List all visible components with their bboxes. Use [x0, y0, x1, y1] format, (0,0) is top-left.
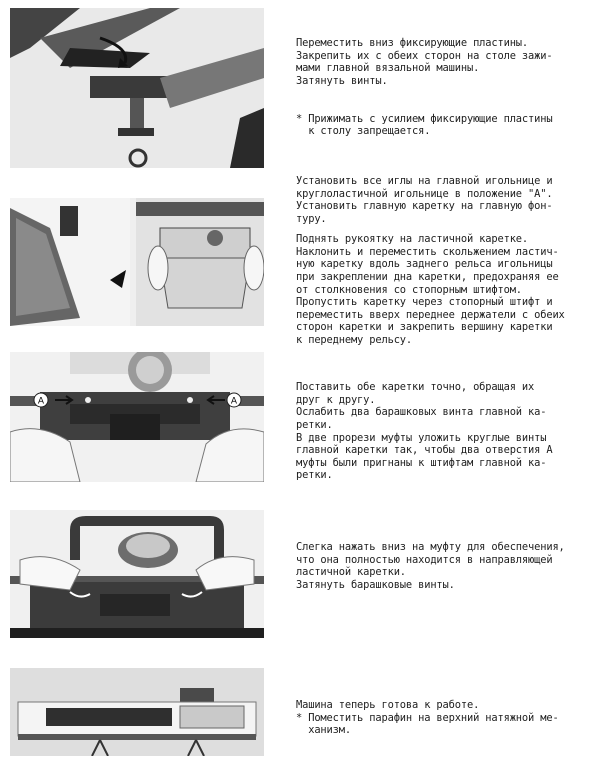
- ready-machine-figure: [10, 668, 264, 756]
- label-a-left: A: [37, 396, 45, 407]
- ribber-carriage-figure: [10, 198, 264, 326]
- label-a-right: A: [230, 396, 238, 407]
- step-4-para-1: Слегка нажать вниз на муфту для обеспечения, что она полностью находится в направляющей ластичной каретки. Затянуть барашковые винты.: [296, 541, 565, 591]
- knitting-machine-clamp-figure: [10, 8, 264, 168]
- step-1-note: * Прижимать с усилием фиксирующие пластины к столу запрещается.: [296, 112, 553, 138]
- coupling-press-figure: [10, 510, 264, 638]
- step-1-para-1: Переместить вниз фиксирующие пластины. Закрепить их с обеих сторон на столе зажи- мами главной вязальной машины. Затянуть винты.: [296, 37, 553, 87]
- step-3-para-1: Поставить обе каретки точно, обращая их друг к другу. Ослабить два барашковых винта главной ка- ретки. В две прорези муфты уложить круглые винты главной каретки так, чтобы два отверстия А муфты были пригнаны к штифтам главной ка- ретки.: [296, 381, 553, 482]
- step-5-para-1: Машина теперь готова к работе. * Поместить парафин на верхний натяжной ме- ханизм.: [296, 699, 559, 737]
- step-2-para-1: Поднять рукоятку на ластичной каретке. Наклонить и переместить скольжением ластич- ную каретку вдоль заднего рельса игольницы при закреплении дна каретки, предохраняя ее от столкновения со стопорным штифтом. Пропустить каретку через стопорный штифт и переместить вверх переднее держатели с обеих сторон каретки и закрепить вершину каретки к переднему рельсу.: [296, 233, 565, 346]
- carriage-coupling-figure: [10, 352, 264, 482]
- step-1-para-2: Установить все иглы на главной игольнице и круглоластичной игольнице в положение "А". Установить главную каретку на главную фон- туру.: [296, 175, 553, 225]
